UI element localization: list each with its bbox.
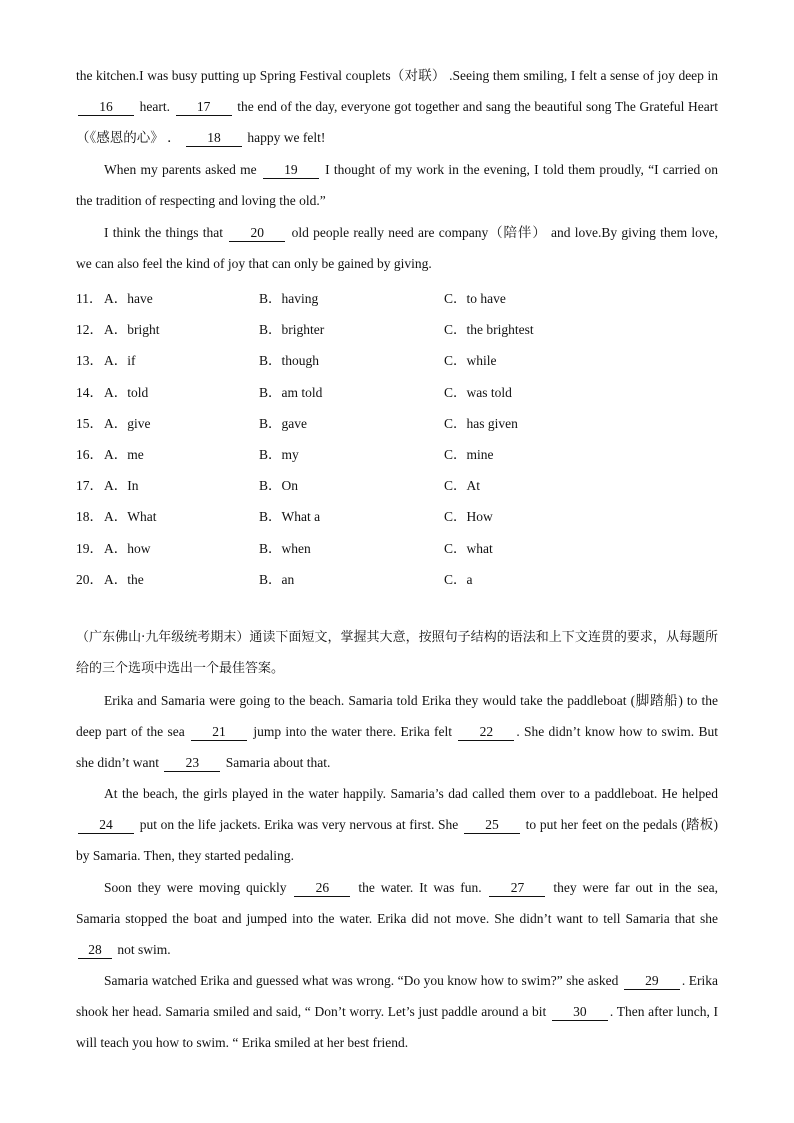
text-segment: .Seeing them smiling, I felt a sense of joy deep in: [445, 68, 718, 83]
text-segment: . She didn’t know how to swim. But she didn’t want: [76, 724, 719, 771]
blank-19[interactable]: 19: [263, 162, 319, 179]
question-number: 19．: [76, 540, 103, 556]
question-row: [76, 443, 718, 463]
text-segment: I think the things that: [104, 225, 224, 240]
option-c[interactable]: C．what: [444, 540, 493, 556]
text-segment: the kitchen.I was busy putting up Spring Festival couplets（对联）: [76, 68, 446, 83]
question-number: 15．: [76, 415, 103, 431]
option-c[interactable]: C．to have: [444, 291, 506, 306]
option-a[interactable]: A．have: [104, 291, 153, 306]
text-segment: Soon they were moving quickly: [104, 880, 287, 895]
blank-17[interactable]: 17: [176, 99, 232, 116]
text-segment: the water. It was fun.: [358, 880, 482, 895]
text-segment: put on the life jackets. Erika was very nervous at first. She: [139, 817, 459, 833]
blank-29[interactable]: 29: [624, 973, 680, 990]
text-segment: . Then after lunch, I will teach you how to swim. “ Erika smiled at her best friend.: [76, 1004, 719, 1051]
blank-23[interactable]: 23: [164, 755, 220, 772]
option-a[interactable]: A．me: [104, 447, 144, 462]
text-segment: they were far out in the sea, Samaria stopped the boat and jumped into the water. Erika did not move. She didn’t want to tell Samaria that she: [76, 880, 719, 927]
option-c[interactable]: C．mine: [444, 447, 494, 462]
option-c[interactable]: C．has given: [444, 415, 518, 431]
blank-24[interactable]: 24: [78, 817, 134, 834]
question-row: [76, 505, 718, 525]
passage1-paragraph1: [76, 60, 718, 154]
option-b[interactable]: B．having: [259, 291, 319, 306]
text-segment: Samaria about that.: [225, 755, 331, 771]
blank-25[interactable]: 25: [464, 817, 520, 834]
option-a[interactable]: A．if: [104, 353, 136, 369]
text-segment: I thought of my work in the evening, I told them proudly, “I carried on the tradition of respecting and loving the old.”: [76, 162, 719, 209]
section2-paragraph3: [76, 872, 718, 966]
text-segment: At the beach, the girls played in the water happily. Samaria’s dad called them over to a paddleboat. He helped: [104, 786, 718, 801]
text-segment: to put her feet on the pedals (踏板) by Samaria. Then, they started pedaling.: [76, 817, 719, 864]
section2-paragraph4: [76, 965, 718, 1059]
option-b[interactable]: B．What a: [259, 509, 321, 525]
question-number: 20．: [76, 571, 103, 587]
text-segment: heart.: [139, 99, 170, 115]
blank-21[interactable]: 21: [191, 724, 247, 741]
option-b[interactable]: B．On: [259, 478, 299, 494]
blank-22[interactable]: 22: [458, 724, 514, 741]
option-a[interactable]: A．give: [104, 415, 151, 431]
question-number: 16．: [76, 447, 103, 462]
passage1-paragraph3: [76, 217, 718, 279]
question-number: 13．: [76, 353, 103, 369]
option-c[interactable]: C．while: [444, 353, 497, 369]
option-b[interactable]: B．gave: [259, 415, 307, 431]
section2-paragraph2: [76, 778, 718, 872]
blank-26[interactable]: 26: [294, 880, 350, 897]
text-segment: Erika and Samaria were going to the beach. Samaria told Erika they would take the paddleboat (脚踏船) to the deep part of the sea: [76, 693, 718, 740]
text-segment: . Erika shook her head. Samaria smiled and said, “ Don’t worry. Let’s just paddle around a bit: [76, 973, 718, 1020]
text-segment: not swim.: [117, 942, 171, 958]
blank-28[interactable]: 28: [78, 942, 112, 959]
question-number: 14．: [76, 384, 103, 400]
option-a[interactable]: A．the: [104, 571, 144, 587]
option-b[interactable]: B．brighter: [259, 322, 325, 338]
option-b[interactable]: B．my: [259, 447, 299, 462]
question-number: 12．: [76, 322, 103, 338]
option-b[interactable]: B．though: [259, 353, 320, 369]
section2-heading: （广东佛山·九年级统考期末）通读下面短文，掌握其大意，按照句子结构的语法和上下文连贯的要求，从每题所给的三个选项中选出一个最佳答案。: [76, 630, 718, 677]
blank-27[interactable]: 27: [489, 880, 545, 897]
option-a[interactable]: A．bright: [104, 322, 160, 338]
option-c[interactable]: C．a: [444, 571, 473, 587]
blank-16[interactable]: 16: [78, 99, 134, 116]
blank-18[interactable]: 18: [186, 130, 242, 147]
option-c[interactable]: C．the brightest: [444, 322, 534, 338]
option-c[interactable]: C．How: [444, 509, 493, 525]
option-a[interactable]: A．told: [104, 384, 149, 400]
question-row: [76, 381, 718, 401]
option-a[interactable]: A．What: [104, 509, 157, 525]
question-row: [76, 349, 718, 369]
blank-20[interactable]: 20: [229, 225, 285, 242]
option-b[interactable]: B．when: [259, 540, 311, 556]
option-a[interactable]: A．In: [104, 478, 139, 494]
question-number: 11．: [76, 291, 103, 306]
option-b[interactable]: B．an: [259, 571, 295, 587]
option-c[interactable]: C．At: [444, 478, 481, 494]
passage1-paragraph2: [76, 154, 718, 216]
text-segment: Samaria watched Erika and guessed what was wrong. “Do you know how to swim?” she asked: [104, 973, 619, 988]
text-segment: old people really need are company（陪伴） and love.By giving them love, we can also feel the kind of joy that can only be gained by giving.: [76, 225, 718, 272]
section2-paragraph1: [76, 685, 718, 779]
question-row: [76, 474, 718, 494]
question-number: 17．: [76, 478, 103, 494]
text-segment: When my parents asked me: [104, 162, 257, 177]
text-segment: happy we felt!: [247, 130, 326, 146]
question-row: [76, 318, 718, 338]
question-row: [76, 537, 718, 557]
question-number: 18．: [76, 509, 103, 525]
text-segment: jump into the water there. Erika felt: [253, 724, 452, 740]
blank-30[interactable]: 30: [552, 1004, 608, 1021]
option-b[interactable]: B．am told: [259, 384, 323, 400]
option-a[interactable]: A．how: [104, 540, 151, 556]
text-segment: the end of the day, everyone got together and sang the beautiful song The Grateful Heart（《感恩的心》 ．: [76, 99, 719, 146]
question-row: [76, 287, 718, 307]
question-row: [76, 412, 718, 432]
option-c[interactable]: C．was told: [444, 384, 512, 400]
question-row: [76, 568, 718, 588]
